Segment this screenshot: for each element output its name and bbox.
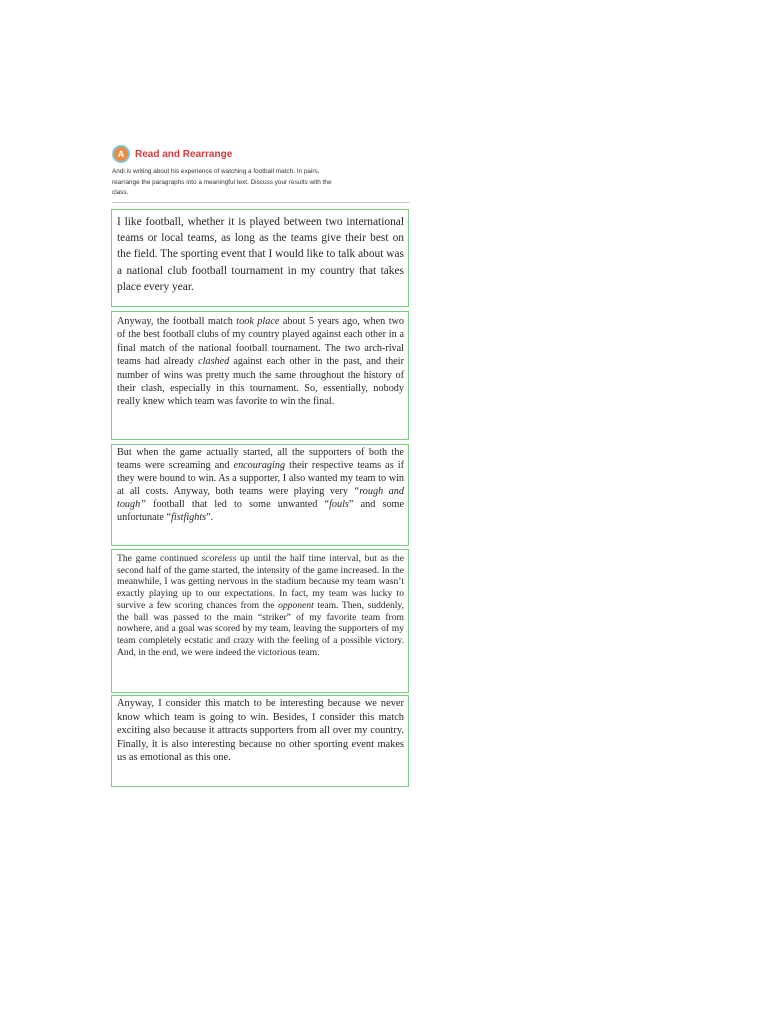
paragraph-text: Anyway, I consider this match to be interesting because we never know which team is going to win. Besides, I consider this match exciting also because it attracts supporters from all over my country. Finally, it is also interesting because no other sporting event makes us as emotional as this one. <box>117 698 404 764</box>
section-title: Read and Rearrange <box>135 148 233 160</box>
paragraph-text: up until the half time interval, but as the second half of the game started, the intensity of the game increased. In the meanwhile, I was getting nervous in the stadium because my team wasn’t exactly playing up to our expectations. In fact, my team was lucky to survive a few scoring chances from the <box>117 553 404 611</box>
paragraph-text: Anyway, the football match <box>117 316 237 327</box>
paragraph-box-1 <box>111 209 409 307</box>
section-header <box>112 145 232 163</box>
emphasized-term: “rough and tough” <box>117 485 404 510</box>
paragraph-text: I like football, whether it is played between two international teams or local teams, as long as the teams give their best on the field. The sporting event that I would like to talk about was a national club football tournament in my country that takes place every year. <box>117 216 404 293</box>
paragraph-text: team. Then, suddenly, the ball was passed to the main “striker” of my favorite team from nowhere, and a goal was scored by my team, leaving the supporters of my team completely ecstatic and crazy with the feeling of a possible victory. And, in the end, we were indeed the victorious team. <box>117 599 404 658</box>
paragraph-text: against each other in the past, and their number of wins was pretty much the same throughout the history of their clash, especially in this tournament. So, essentially, nobody really knew which team was favorite to win the final. <box>117 356 405 408</box>
paragraph-box-2 <box>111 311 409 440</box>
paragraph-text: ”. <box>206 511 214 523</box>
emphasized-term: fistfights <box>171 511 207 523</box>
emphasized-term: clashed <box>198 356 230 368</box>
emphasized-term: encouraging <box>233 459 286 471</box>
paragraph-box-5 <box>111 695 409 787</box>
paragraph-box-3 <box>111 444 409 546</box>
paragraph-text: their respective teams as if they were bound to win. As a supporter, I also wanted my team to win at all costs. Anyway, both teams were playing very <box>117 459 404 497</box>
paragraph-text: ” and some unfortunate “ <box>117 498 404 523</box>
paragraph-text: The game continued <box>117 553 202 564</box>
section-badge: A <box>112 145 130 163</box>
paragraph-box-4 <box>111 549 409 693</box>
paragraph-text: about 5 years ago, when two of the best football clubs of my country played against each other in a final match of the national football tournament. The two arch-rival teams had already <box>117 316 404 368</box>
instructions-text: Andi is writing about his experience of watching a football match. In pairs, rearrange the paragraphs into a meaningful text. Discuss your results with the class. <box>112 168 332 196</box>
divider <box>112 202 410 203</box>
emphasized-term: scoreless <box>201 553 237 564</box>
emphasized-term: took place <box>236 316 280 327</box>
emphasized-term: fouls <box>329 498 349 510</box>
paragraph-text: But when the game actually started, all the supporters of both the teams were screaming and <box>117 447 404 471</box>
paragraph-text: football that led to some unwanted “ <box>145 498 330 510</box>
emphasized-term: opponent <box>278 599 314 611</box>
